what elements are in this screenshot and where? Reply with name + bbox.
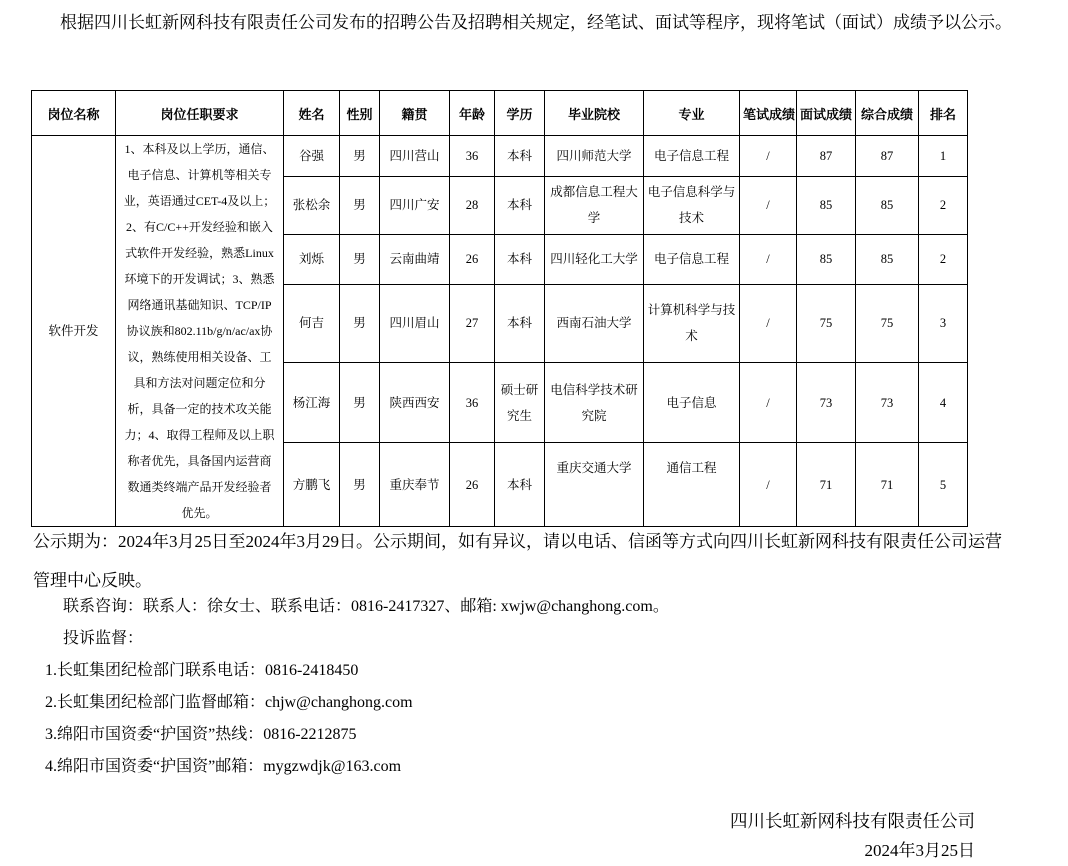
cell-school: 四川轻化工大学	[545, 234, 644, 284]
col-header-written-score: 笔试成绩	[740, 91, 797, 136]
cell-name: 何吉	[284, 284, 340, 362]
complaint-list	[45, 655, 413, 783]
col-header-origin: 籍贯	[380, 91, 450, 136]
cell-education: 硕士研究生	[495, 363, 545, 443]
cell-education: 本科	[495, 443, 545, 527]
cell-position-name: 软件开发	[32, 136, 116, 527]
cell-gender: 男	[340, 136, 380, 177]
footer-company: 四川长虹新网科技有限责任公司	[730, 811, 975, 831]
complaint-item: 1.长虹集团纪检部门联系电话：0816-2418450	[45, 662, 359, 679]
contact-line: 联系咨询：联系人：徐女士、联系电话：0816-2417327、邮箱: xwjw@changhong.com。	[63, 598, 669, 615]
cell-origin: 四川眉山	[380, 284, 450, 362]
complaint-heading: 投诉监督：	[63, 630, 144, 647]
col-header-age: 年龄	[450, 91, 495, 136]
cell-origin: 重庆奉节	[380, 443, 450, 527]
intro-paragraph: 根据四川长虹新网科技有限责任公司发布的招聘公告及招聘相关规定，经笔试、面试等程序，现将笔试（面试）成绩予以公示。	[60, 13, 1012, 32]
col-header-overall-score: 综合成绩	[856, 91, 919, 136]
cell-rank: 5	[919, 443, 968, 527]
cell-age: 26	[450, 443, 495, 527]
cell-school: 西南石油大学	[545, 284, 644, 362]
cell-interview-score: 75	[797, 284, 856, 362]
cell-age: 36	[450, 136, 495, 177]
cell-interview-score: 73	[797, 363, 856, 443]
cell-name: 刘烁	[284, 234, 340, 284]
col-header-rank: 排名	[919, 91, 968, 136]
cell-rank: 2	[919, 234, 968, 284]
col-header-position: 岗位名称	[32, 91, 116, 136]
results-table	[31, 90, 968, 527]
cell-major: 电子信息	[644, 363, 740, 443]
cell-written-score: /	[740, 284, 797, 362]
notice-period-paragraph: 公示期为：2024年3月25日至2024年3月29日。公示期间，如有异议，请以电话、信函等方式向四川长虹新网科技有限责任公司运营管理中心反映。	[33, 532, 1002, 590]
cell-overall-score: 85	[856, 234, 919, 284]
cell-overall-score: 71	[856, 443, 919, 527]
cell-gender: 男	[340, 443, 380, 527]
cell-rank: 1	[919, 136, 968, 177]
cell-education: 本科	[495, 136, 545, 177]
cell-education: 本科	[495, 284, 545, 362]
cell-major: 电子信息科学与技术	[644, 176, 740, 234]
table-row	[32, 136, 968, 177]
cell-name: 杨江海	[284, 363, 340, 443]
cell-age: 36	[450, 363, 495, 443]
cell-name: 谷强	[284, 136, 340, 177]
cell-school: 电信科学技术研究院	[545, 363, 644, 443]
cell-requirements: 1、本科及以上学历，通信、电子信息、计算机等相关专业，英语通过CET-4及以上；2、有C/C++开发经验和嵌入式软件开发经验，熟悉Linux环境下的开发调试；3、熟悉网络通讯基础知识、TCP/IP协议族和802.11b/g/n/ac/ax协议，熟练使用相关设备、工具和方法对问题定位和分析，具备一定的技术攻关能力；4、取得工程师及以上职称者优先，具备国内运营商数通类终端产品开发经验者优先。	[116, 136, 284, 527]
cell-rank: 3	[919, 284, 968, 362]
cell-major: 电子信息工程	[644, 234, 740, 284]
cell-written-score: /	[740, 234, 797, 284]
cell-gender: 男	[340, 234, 380, 284]
col-header-major: 专业	[644, 91, 740, 136]
col-header-requirements: 岗位任职要求	[116, 91, 284, 136]
cell-education: 本科	[495, 234, 545, 284]
col-header-interview-score: 面试成绩	[797, 91, 856, 136]
cell-gender: 男	[340, 176, 380, 234]
cell-overall-score: 85	[856, 176, 919, 234]
complaint-item: 2.长虹集团纪检部门监督邮箱：chjw@changhong.com	[45, 694, 413, 711]
cell-overall-score: 87	[856, 136, 919, 177]
cell-gender: 男	[340, 284, 380, 362]
cell-name: 方鹏飞	[284, 443, 340, 527]
cell-major: 计算机科学与技术	[644, 284, 740, 362]
cell-name: 张松余	[284, 176, 340, 234]
cell-written-score: /	[740, 363, 797, 443]
footer-date: 2024年3月25日	[864, 841, 975, 860]
cell-origin: 四川营山	[380, 136, 450, 177]
cell-education: 本科	[495, 176, 545, 234]
cell-origin: 云南曲靖	[380, 234, 450, 284]
cell-written-score: /	[740, 443, 797, 527]
col-header-school: 毕业院校	[545, 91, 644, 136]
results-tbody	[32, 136, 968, 527]
col-header-gender: 性别	[340, 91, 380, 136]
cell-origin: 四川广安	[380, 176, 450, 234]
cell-age: 28	[450, 176, 495, 234]
cell-major: 通信工程	[644, 443, 740, 527]
cell-overall-score: 73	[856, 363, 919, 443]
cell-overall-score: 75	[856, 284, 919, 362]
cell-school: 四川师范大学	[545, 136, 644, 177]
col-header-name: 姓名	[284, 91, 340, 136]
cell-gender: 男	[340, 363, 380, 443]
cell-interview-score: 71	[797, 443, 856, 527]
complaint-item: 4.绵阳市国资委“护国资”邮箱：mygzwdjk@163.com	[45, 758, 402, 775]
cell-rank: 2	[919, 176, 968, 234]
cell-interview-score: 87	[797, 136, 856, 177]
cell-age: 27	[450, 284, 495, 362]
cell-school: 成都信息工程大学	[545, 176, 644, 234]
cell-origin: 陕西西安	[380, 363, 450, 443]
cell-interview-score: 85	[797, 234, 856, 284]
cell-written-score: /	[740, 176, 797, 234]
cell-interview-score: 85	[797, 176, 856, 234]
cell-school: 重庆交通大学	[545, 443, 644, 527]
complaint-item: 3.绵阳市国资委“护国资”热线：0816-2212875	[45, 726, 357, 743]
cell-age: 26	[450, 234, 495, 284]
cell-rank: 4	[919, 363, 968, 443]
col-header-education: 学历	[495, 91, 545, 136]
table-header-row	[32, 91, 968, 136]
cell-written-score: /	[740, 136, 797, 177]
cell-major: 电子信息工程	[644, 136, 740, 177]
signature-block	[730, 806, 975, 866]
